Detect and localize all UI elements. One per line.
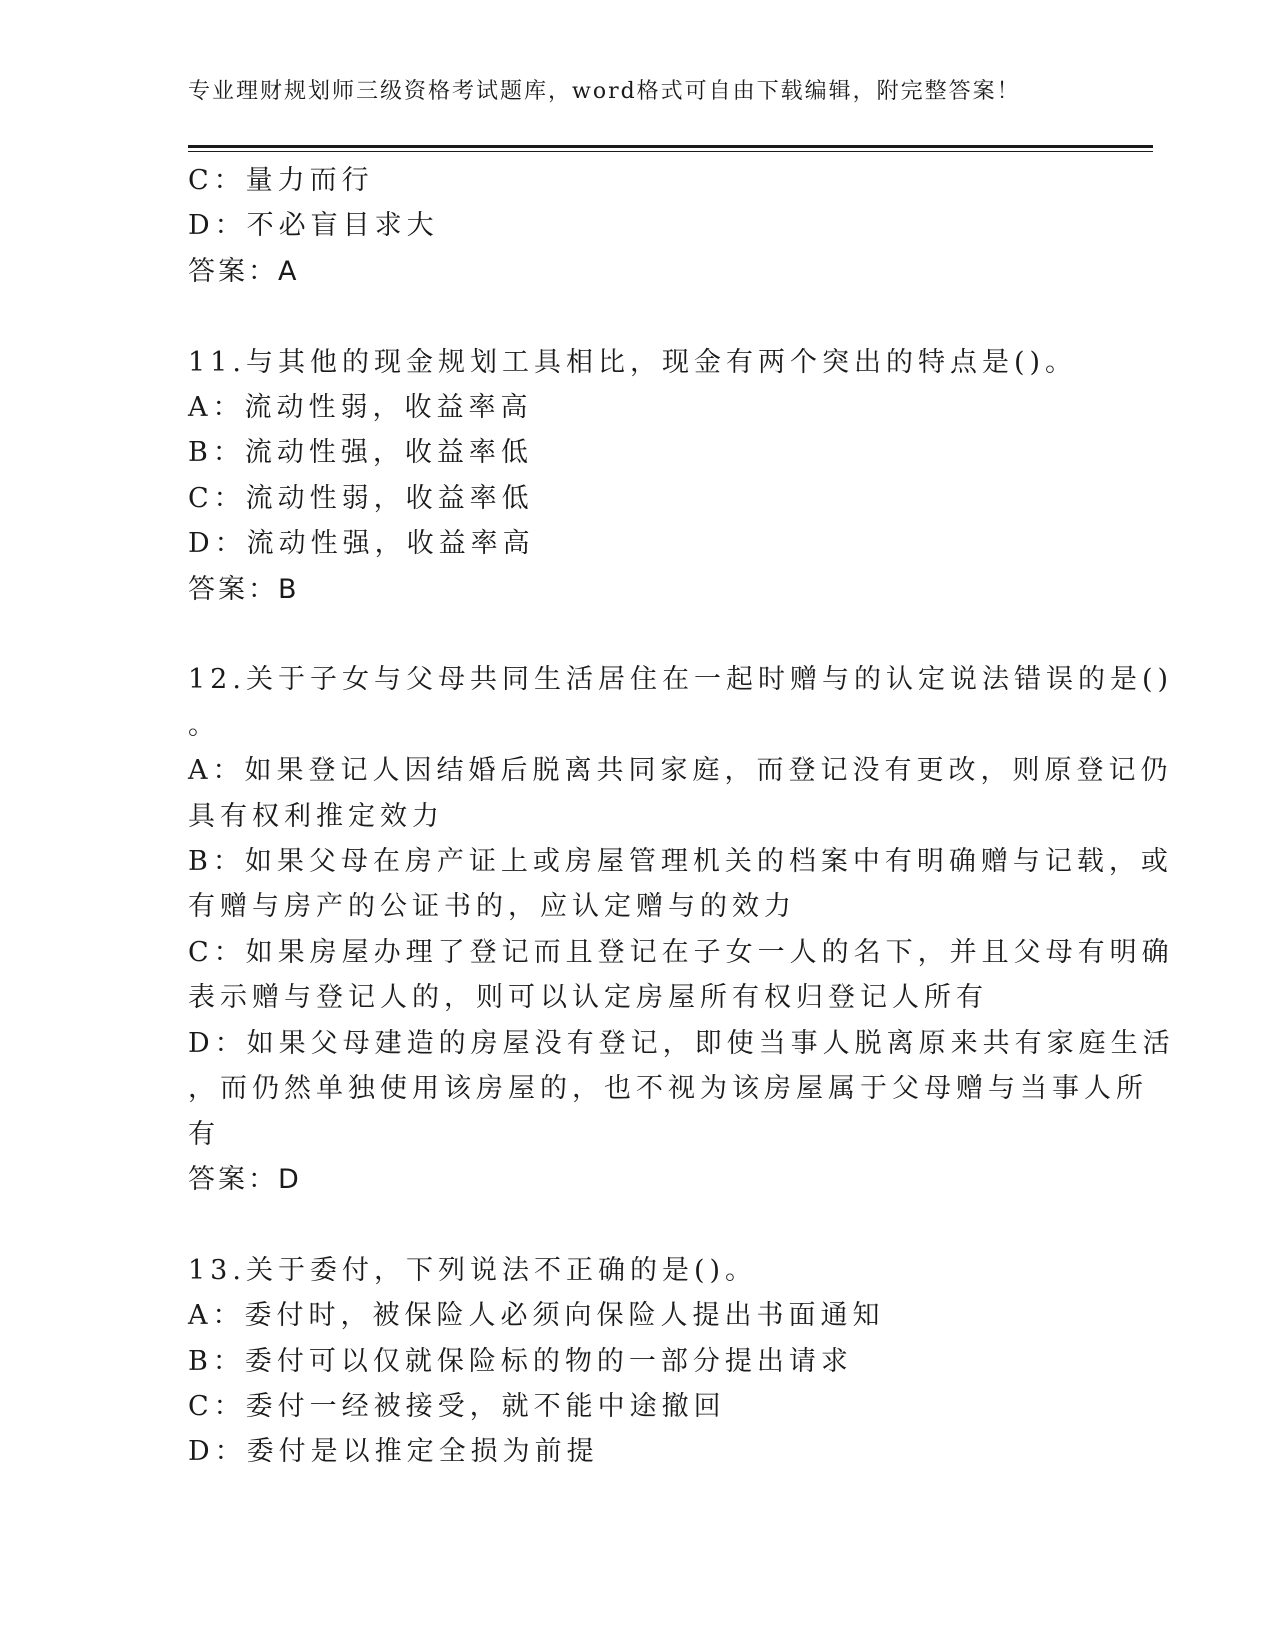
question-12-option-d-line-3: 有 — [188, 1118, 220, 1150]
question-11-option-b: B：流动性强，收益率低 — [188, 437, 533, 469]
question-12-option-a-line-2: 具有权利推定效力 — [188, 800, 444, 832]
spacer — [188, 612, 1068, 657]
question-11-option-c: C：流动性弱，收益率低 — [188, 482, 534, 514]
question-12-answer: 答案：D — [188, 1163, 302, 1195]
question-11-answer: 答案：B — [188, 573, 300, 605]
answer-line: 答案：A — [188, 255, 300, 287]
question-11-stem: 11.与其他的现金规划工具相比，现金有两个突出的特点是()。 — [188, 346, 1078, 378]
question-11-option-d: D：流动性强，收益率高 — [188, 528, 535, 560]
question-13-option-d: D：委付是以推定全损为前提 — [188, 1436, 599, 1468]
question-12-option-b-line-1: B：如果父母在房产证上或房屋管理机关的档案中有明确赠与记载，或 — [188, 846, 1173, 878]
option-d: D：不必盲目求大 — [188, 210, 439, 242]
question-12-option-d-line-1: D：如果父母建造的房屋没有登记，即使当事人脱离原来共有家庭生活 — [188, 1027, 1175, 1059]
option-c: C：量力而行 — [188, 165, 374, 196]
page-header: 专业理财规划师三级资格考试题库，word格式可自由下载编辑，附完整答案！ — [188, 79, 1021, 104]
question-13-stem: 13.关于委付，下列说法不正确的是()。 — [188, 1254, 758, 1286]
question-content — [188, 158, 1175, 1475]
question-13-option-a: A：委付时，被保险人必须向保险人提出书面通知 — [188, 1300, 885, 1332]
question-12-stem-line-2: 。 — [188, 709, 220, 741]
question-12-option-c-line-2: 表示赠与登记人的，则可以认定房屋所有权归登记人所有 — [188, 982, 988, 1014]
question-12-option-d-line-2: ，而仍然单独使用该房屋的，也不视为该房屋属于父母赠与当事人所 — [188, 1073, 1148, 1105]
question-12-option-c-line-1: C：如果房屋办理了登记而且登记在子女一人的名下，并且父母有明确 — [188, 936, 1174, 968]
header-rule-thick — [188, 145, 1153, 148]
spacer — [188, 1202, 1068, 1247]
header-rule-thin — [188, 151, 1153, 152]
question-13-option-b: B：委付可以仅就保险标的物的一部分提出请求 — [188, 1345, 853, 1377]
question-12-stem-line-1: 12.关于子女与父母共同生活居住在一起时赠与的认定说法错误的是() — [188, 664, 1174, 696]
question-13-option-c: C：委付一经被接受，就不能中途撤回 — [188, 1390, 726, 1422]
spacer — [188, 294, 1068, 339]
question-12-option-a-line-1: A：如果登记人因结婚后脱离共同家庭，而登记没有更改，则原登记仍 — [188, 755, 1173, 787]
question-12-option-b-line-2: 有赠与房产的公证书的，应认定赠与的效力 — [188, 891, 796, 923]
question-11-option-a: A：流动性弱，收益率高 — [188, 392, 533, 424]
